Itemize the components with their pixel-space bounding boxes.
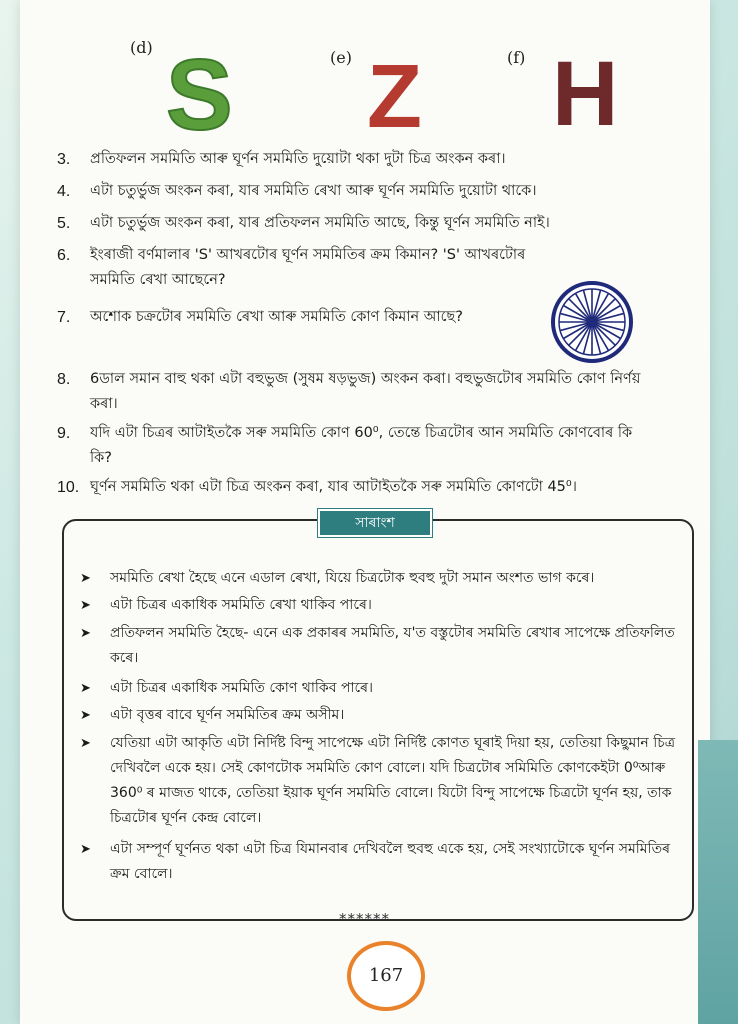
summary-item-text: প্ৰতিফলন সমমিতি হৈছে- এনে এক প্ৰকাৰৰ সমমিতি, য'ত বস্তুটোৰ সমমিতি ৰেখাৰ সাপেক্ষে প্ৰতিফলিত কৰে। <box>110 625 675 666</box>
question-5 <box>57 211 657 236</box>
arrow-bullet-icon: ➤ <box>80 681 91 696</box>
summary-item <box>80 621 680 671</box>
question-3 <box>57 147 657 172</box>
page-number: 167 <box>347 941 425 1011</box>
arrow-bullet-icon: ➤ <box>80 626 91 641</box>
question-text: প্ৰতিফলন সমমিতি আৰু ঘূৰ্ণন সমমিতি দুয়োটা থকা দুটা চিত্ৰ অংকন কৰা। <box>90 151 506 167</box>
question-number: 9. <box>57 425 71 442</box>
question-10 <box>57 475 657 500</box>
question-number: 5. <box>57 215 71 232</box>
question-number: 8. <box>57 371 71 388</box>
question-number: 7. <box>57 309 71 326</box>
arrow-bullet-icon: ➤ <box>80 708 91 723</box>
figure-letter-h: H <box>552 43 619 145</box>
summary-item <box>80 676 680 701</box>
summary-item-text: এটা চিত্ৰৰ একাধিক সমমিতি ৰেখা থাকিব পাৰে। <box>110 597 372 613</box>
question-7 <box>57 305 527 330</box>
question-text: এটা চতুৰ্ভুজ অংকন কৰা, যাৰ প্ৰতিফলন সমমিতি আছে, কিন্তু ঘূৰ্ণন সমমিতি নাই। <box>90 215 550 231</box>
question-number: 10. <box>57 479 80 496</box>
arrow-bullet-icon: ➤ <box>80 736 91 751</box>
summary-item-text: এটা চিত্ৰৰ একাধিক সমমিতি কোণ থাকিব পাৰে। <box>110 680 374 696</box>
summary-item-text: সমমিতি ৰেখা হৈছে এনে এডাল ৰেখা, যিয়ে চিত্ৰটোক হুবহু দুটা সমান অংশত ভাগ কৰে। <box>110 570 595 586</box>
arrow-bullet-icon: ➤ <box>80 571 91 586</box>
summary-item <box>80 731 680 831</box>
question-number: 6. <box>57 247 71 264</box>
figure-letter-z: Z <box>367 47 422 147</box>
summary-item-text: যেতিয়া এটা আকৃতি এটা নিৰ্দিষ্ট বিন্দু সাপেক্ষে এটা নিৰ্দিষ্ট কোণত ঘূৰাই দিয়া হয়, তেতিয়া কিছুমান চিত্ৰ দেখিবলৈ একে হয়। সেই কোণটোক সমমিতি কোণ বোলে। যদি চিত্ৰটোৰ সমিমিতি কোণকেইটা 0⁰আৰু 360⁰ ৰ মাজত থাকে, তেতিয়া ইয়াক ঘূৰ্ণন সমমিতি বোলে। যিটো বিন্দু সাপেক্ষে চিত্ৰটো ঘূৰ্ণন হয়, তাক চিত্ৰটোৰ ঘূৰ্ণন কেন্দ্ৰ বোলে। <box>110 735 676 826</box>
section-separator: ****** <box>339 910 390 928</box>
question-number: 3. <box>57 151 71 168</box>
question-text: যদি এটা চিত্ৰৰ আটাইতকৈ সৰু সমমিতি কোণ 60⁰, তেন্তে চিত্ৰটোৰ আন সমমিতি কোণবোৰ কি কি? <box>90 425 633 466</box>
summary-item <box>80 703 680 728</box>
question-4 <box>57 179 657 204</box>
question-text: ইংৰাজী বৰ্ণমালাৰ 'S' আখৰটোৰ ঘূৰ্ণন সমমিতিৰ ক্ৰম কিমান? 'S' আখৰটোৰ সমমিতি ৰেখা আছেনে? <box>90 247 526 288</box>
summary-title: সাৰাংশ <box>318 509 432 537</box>
question-9 <box>57 421 657 471</box>
question-text: ঘূৰ্ণন সমমিতি থকা এটা চিত্ৰ অংকন কৰা, যাৰ আটাইতকৈ সৰু সমমিতি কোণটো 45⁰। <box>90 479 577 495</box>
question-text: এটা চতুৰ্ভুজ অংকন কৰা, যাৰ সমমিতি ৰেখা আৰু ঘূৰ্ণন সমমিতি দুয়োটা থাকে। <box>90 183 537 199</box>
book-edge <box>698 740 738 1024</box>
question-8 <box>57 367 657 417</box>
question-text: অশোক চক্ৰটোৰ সমমিতি ৰেখা আৰু সমমিতি কোণ কিমান আছে? <box>90 309 463 325</box>
figure-letter-s: S <box>166 39 233 151</box>
summary-item <box>80 837 680 887</box>
arrow-bullet-icon: ➤ <box>80 842 91 857</box>
figure-label-d: (d) <box>130 38 153 57</box>
arrow-bullet-icon: ➤ <box>80 598 91 613</box>
summary-item <box>80 593 680 618</box>
summary-item-text: এটা সম্পূৰ্ণ ঘূৰ্ণনত থকা এটা চিত্ৰ যিমানবাৰ দেখিবলৈ হুবহু একে হয়, সেই সংখ্যাটোকে ঘূৰ্ণন সমমিতিৰ ক্ৰম বোলে। <box>110 841 670 882</box>
summary-item <box>80 566 680 591</box>
question-text: 6ডাল সমান বাহু থকা এটা বহুভুজ (সুষম ষড়ভুজ) অংকন কৰা। বহুভুজটোৰ সমমিতি কোণ নিৰ্ণয় কৰা। <box>90 371 641 412</box>
figure-label-f: (f) <box>507 48 526 67</box>
question-6 <box>57 243 527 293</box>
summary-item-text: এটা বৃত্তৰ বাবে ঘূৰ্ণন সমমিতিৰ ক্ৰম অসীম। <box>110 707 345 723</box>
question-number: 4. <box>57 183 71 200</box>
figure-label-e: (e) <box>330 48 352 67</box>
ashoka-chakra-icon <box>550 280 634 364</box>
